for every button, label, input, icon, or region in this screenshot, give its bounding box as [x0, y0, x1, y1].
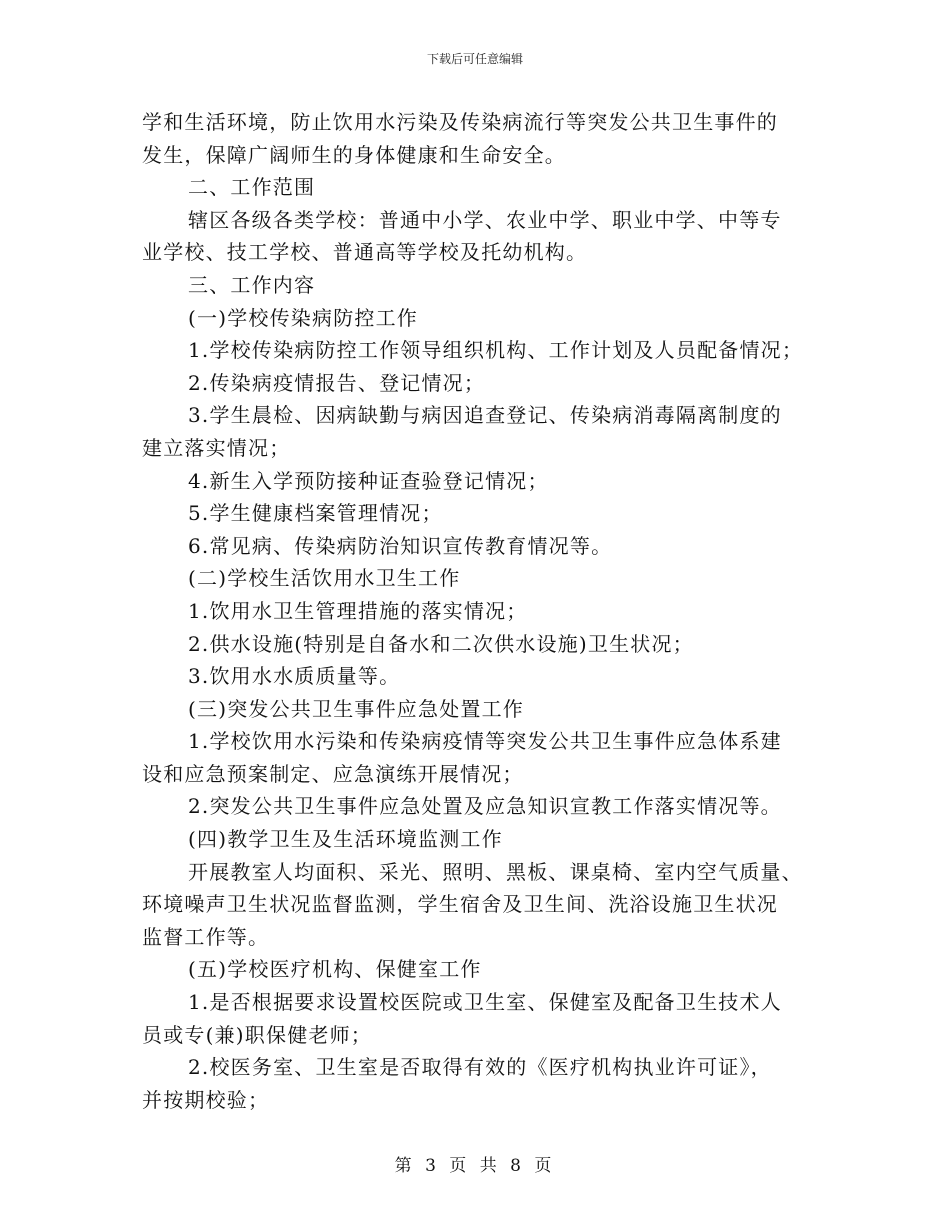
body-line: 学和生活环境，防止饮用水污染及传染病流行等突发公共卫生事件的 [142, 110, 778, 134]
subsection-heading: (二)学校生活饮用水卫生工作 [188, 566, 461, 591]
list-item-continuation: 设和应急预案制定、应急演练开展情况； [142, 761, 524, 786]
section-heading: 三、工作内容 [188, 272, 316, 297]
page-header: 下载后可任意编辑 [426, 52, 523, 66]
subsection-heading: (三)突发公共卫生事件应急处置工作 [188, 696, 525, 721]
page-footer: 第 3 页 共 8 页 [394, 1156, 556, 1176]
document-body [142, 106, 812, 1116]
list-item: 5.学生健康档案管理情况； [188, 501, 443, 526]
list-item-continuation: 员或专(兼)职保健老师； [142, 1022, 373, 1047]
subsection-heading: (四)教学卫生及生活环境监测工作 [188, 827, 503, 852]
body-line: 辖区各级各类学校：普通中小学、农业中学、职业中学、中等专 [188, 207, 782, 232]
list-item: 2.传染病疫情报告、登记情况； [188, 370, 486, 395]
list-item: 3.饮用水水质质量等。 [188, 664, 401, 689]
list-item: 1.学校传染病防控工作领导组织机构、工作计划及人员配备情况； [188, 338, 804, 363]
list-item: 2.校医务室、卫生室是否取得有效的《医疗机构执业许可证》， [188, 1055, 772, 1080]
list-item: 1.饮用水卫生管理措施的落实情况； [188, 598, 528, 623]
subsection-heading: (五)学校医疗机构、保健室工作 [188, 957, 482, 982]
list-item: 1.学校饮用水污染和传染病疫情等突发公共卫生事件应急体系建 [188, 729, 782, 754]
body-line: 监督工作等。 [142, 924, 270, 949]
body-line: 业学校、技工学校、普通高等学校及托幼机构。 [142, 240, 588, 265]
list-item-continuation: 建立落实情况； [142, 435, 291, 460]
list-item: 3.学生晨检、因病缺勤与病因追查登记、传染病消毒隔离制度的 [188, 403, 782, 428]
body-line: 发生，保障广阔师生的身体健康和生命安全。 [142, 142, 566, 167]
list-item: 2.供水设施(特别是自备水和二次供水设施)卫生状况； [188, 631, 694, 656]
section-heading: 二、工作范围 [188, 175, 316, 200]
list-item: 1.是否根据要求设置校医院或卫生室、保健室及配备卫生技术人 [188, 990, 782, 1015]
subsection-heading: (一)学校传染病防控工作 [188, 305, 419, 330]
list-item: 2.突发公共卫生事件应急处置及应急知识宣教工作落实情况等。 [188, 794, 782, 819]
body-line: 环境噪声卫生状况监督监测，学生宿舍及卫生间、洗浴设施卫生状况 [142, 892, 778, 917]
body-line: 开展教室人均面积、采光、照明、黑板、课桌椅、室内空气质量、 [188, 859, 803, 884]
list-item: 6.常见病、传染病防治知识宣传教育情况等。 [188, 533, 613, 558]
list-item-continuation: 并按期校验； [142, 1087, 270, 1112]
list-item: 4.新生入学预防接种证查验登记情况； [188, 468, 549, 493]
